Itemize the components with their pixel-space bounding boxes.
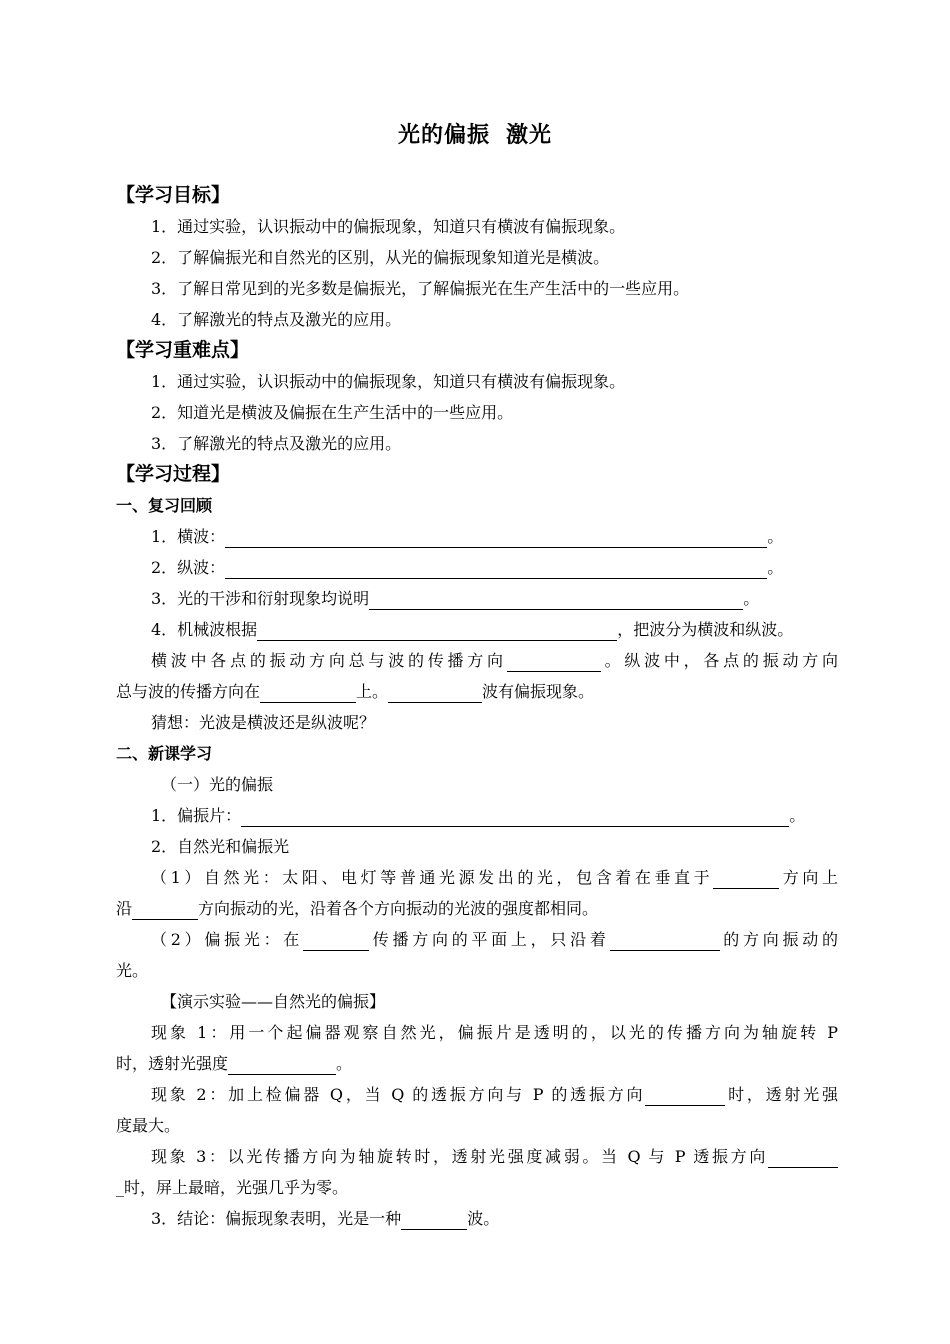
answer-blank[interactable]	[401, 1209, 467, 1230]
new-lesson-heading: 二、新课学习	[116, 744, 213, 763]
conclusion-line: 3．结论：偏振现象表明，光是一种 波。	[151, 1209, 500, 1228]
objectives-heading: 【学习目标】	[116, 184, 231, 206]
answer-blank[interactable]	[257, 620, 617, 641]
process-heading: 【学习过程】	[116, 463, 231, 485]
answer-blank[interactable]	[768, 1147, 838, 1168]
answer-blank[interactable]	[369, 589, 743, 610]
answer-blank[interactable]	[260, 682, 356, 703]
title-sub: 激光	[506, 123, 553, 148]
section-polarization: （一）光的偏振	[161, 775, 274, 794]
objective-item: 3．了解日常见到的光多数是偏振光，了解偏振光在生产生活中的一些应用。	[151, 279, 690, 298]
review-guess: 猜想：光波是横波还是纵波呢？	[151, 713, 376, 732]
title-main: 光的偏振	[397, 123, 490, 148]
answer-blank[interactable]	[228, 1054, 336, 1075]
objective-item: 2．了解偏振光和自然光的区别，从光的偏振现象知道光是横波。	[151, 248, 610, 267]
answer-blank[interactable]	[507, 651, 601, 672]
item-natural-and-polarized: 2．自然光和偏振光	[151, 837, 290, 856]
phenomenon-3-line1: 现象 3：以光传播方向为轴旋转时，透射光强度减弱。当 Q 与 P 透振方向	[116, 1141, 838, 1172]
answer-blank[interactable]	[225, 527, 767, 548]
polarized-light-line2: 光。	[116, 961, 149, 980]
page-title	[0, 118, 950, 149]
natural-light-line1: （1）自然光：太阳、电灯等普通光源发出的光，包含着在垂直于 方向上	[151, 868, 838, 887]
answer-blank[interactable]	[241, 806, 789, 827]
answer-blank[interactable]	[713, 868, 779, 889]
review-q1: 1．横波： 。	[151, 527, 784, 546]
phenomenon-1-line2: 时，透射光强度 。	[116, 1054, 353, 1073]
key-point-item: 2．知道光是横波及偏振在生产生活中的一些应用。	[151, 403, 514, 422]
review-paragraph-line1: 横波中各点的振动方向总与波的传播方向 。纵波中，各点的振动方向	[151, 651, 838, 670]
polarizer-line: 1．偏振片： 。	[151, 806, 806, 825]
phenomenon-3-line2: _时，屏上最暗，光强几乎为零。	[116, 1178, 349, 1197]
review-paragraph-line2: 总与波的传播方向在 上。 波有偏振现象。	[116, 682, 595, 701]
polarized-light-line1: （2）偏振光：在 传播方向的平面上，只沿着 的方向振动的	[151, 930, 838, 949]
answer-blank[interactable]	[388, 682, 482, 703]
key-point-item: 1．通过实验，认识振动中的偏振现象，知道只有横波有偏振现象。	[151, 372, 626, 391]
answer-blank[interactable]	[610, 930, 720, 951]
objective-item: 4．了解激光的特点及激光的应用。	[151, 310, 402, 329]
key-point-item: 3．了解激光的特点及激光的应用。	[151, 434, 402, 453]
review-heading: 一、复习回顾	[116, 496, 213, 515]
phenomenon-2-line1: 现象 2：加上检偏器 Q，当 Q 的透振方向与 P 的透振方向 时，透射光强	[151, 1085, 838, 1104]
natural-light-line2: 沿 方向振动的光，沿着各个方向振动的光波的强度都相同。	[116, 899, 599, 918]
answer-blank[interactable]	[303, 930, 369, 951]
answer-blank[interactable]	[645, 1085, 725, 1106]
key-points-heading: 【学习重难点】	[116, 339, 250, 361]
phenomenon-2-line2: 度最大。	[116, 1116, 181, 1135]
objectives-section	[116, 180, 838, 1234]
review-q2: 2．纵波： 。	[151, 558, 784, 577]
phenomenon-1-line1: 现象 1：用一个起偏器观察自然光，偏振片是透明的，以光的传播方向为轴旋转 P	[151, 1023, 838, 1042]
objective-item: 1．通过实验，认识振动中的偏振现象，知道只有横波有偏振现象。	[151, 217, 626, 236]
demo-heading: 【演示实验——自然光的偏振】	[161, 992, 386, 1011]
answer-blank[interactable]	[132, 899, 198, 920]
answer-blank[interactable]	[225, 558, 767, 579]
review-q4: 4．机械波根据 ，把波分为横波和纵波。	[151, 620, 794, 639]
review-q3: 3．光的干涉和衍射现象均说明 。	[151, 589, 760, 608]
